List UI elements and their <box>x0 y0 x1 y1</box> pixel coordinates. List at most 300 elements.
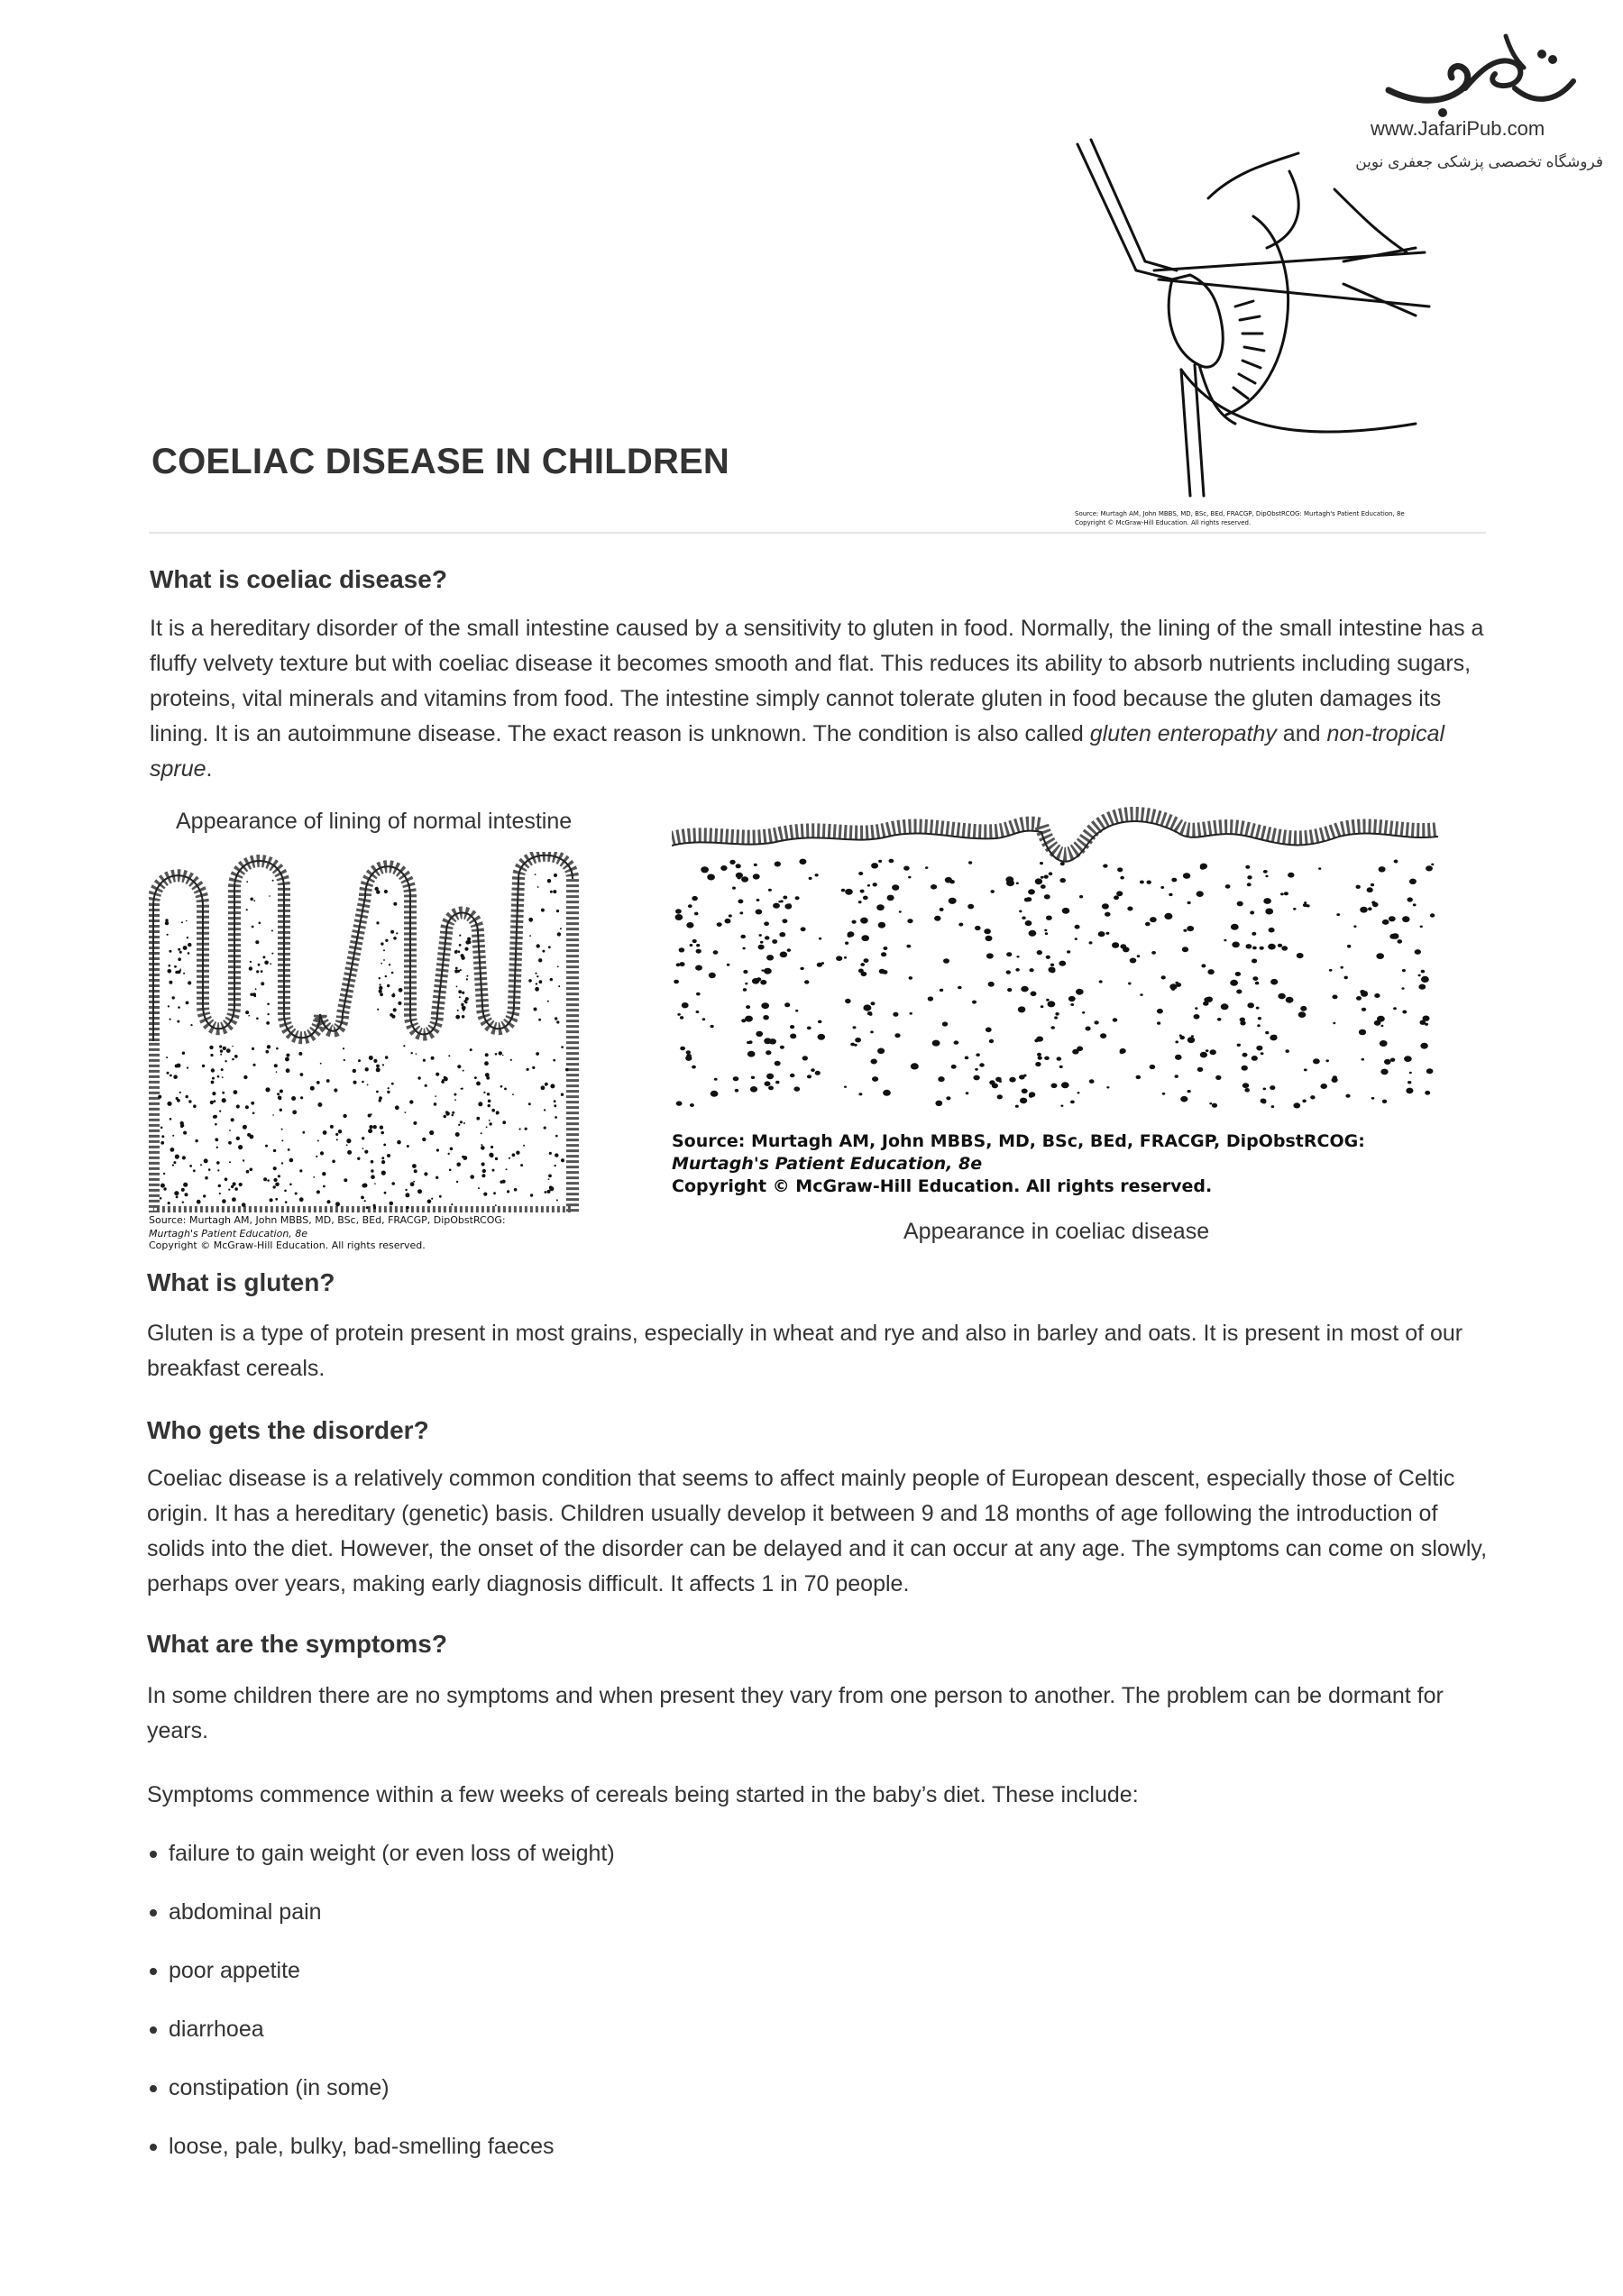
stipple-dot <box>170 1075 172 1077</box>
stipple-dot <box>300 1073 304 1076</box>
stipple-dot <box>243 1159 244 1161</box>
stipple-dot <box>377 1009 379 1011</box>
stipple-dot <box>1268 944 1276 950</box>
stipple-dot <box>434 1102 437 1106</box>
stipple-dot <box>186 1002 189 1005</box>
stipple-dot <box>754 864 757 866</box>
stipple-dot <box>752 978 759 984</box>
stipple-dot <box>893 1012 898 1017</box>
stipple-dot <box>326 1200 330 1203</box>
stipple-dot <box>414 1169 417 1173</box>
stipple-dot <box>391 1182 395 1185</box>
term-non-tropical-sprue: non-tropical sprue <box>150 721 1445 782</box>
stipple-dot <box>1402 969 1406 972</box>
stipple-dot <box>1263 898 1271 904</box>
stipple-dot <box>452 1114 454 1117</box>
stipple-dot <box>202 1065 205 1067</box>
stipple-dot <box>909 976 912 980</box>
stipple-dot <box>758 945 765 950</box>
stipple-dot <box>442 1079 445 1082</box>
stipple-dot <box>799 859 806 864</box>
stipple-dot <box>729 914 732 917</box>
stipple-dot <box>809 877 812 880</box>
stipple-dot <box>1401 987 1404 990</box>
stipple-dot <box>725 919 731 924</box>
stipple-dot <box>555 1135 558 1138</box>
stipple-dot <box>1015 968 1020 972</box>
stipple-dot <box>1197 891 1204 897</box>
stipple-dot <box>273 1178 277 1182</box>
stipple-dot <box>940 989 943 992</box>
stipple-dot <box>765 1081 771 1086</box>
stipple-dot <box>188 981 191 984</box>
stipple-dot <box>679 947 685 952</box>
stipple-dot <box>458 1124 460 1126</box>
stipple-dot <box>906 945 911 948</box>
stipple-dot <box>1103 864 1107 868</box>
stipple-dot <box>1390 1058 1395 1062</box>
stipple-dot <box>178 957 181 961</box>
stipple-dot <box>178 1006 180 1009</box>
stipple-dot <box>544 1127 546 1130</box>
stipple-dot <box>790 1025 794 1029</box>
stipple-dot <box>860 963 865 966</box>
stipple-dot <box>1015 1105 1019 1108</box>
stipple-dot <box>1050 1026 1055 1029</box>
stipple-dot <box>1021 986 1028 992</box>
stipple-dot <box>353 1069 356 1073</box>
stipple-dot <box>844 956 847 959</box>
stipple-dot <box>530 1194 533 1196</box>
stipple-dot <box>554 874 557 877</box>
stipple-dot <box>1051 1084 1058 1089</box>
stipple-dot <box>173 1075 178 1079</box>
stipple-dot <box>1070 1101 1075 1104</box>
stipple-dot <box>216 1147 218 1148</box>
stipple-dot <box>1224 939 1226 942</box>
stipple-dot <box>380 983 381 985</box>
stipple-dot <box>894 1033 900 1038</box>
stipple-dot <box>548 946 551 948</box>
stipple-dot <box>740 935 746 938</box>
stipple-dot <box>172 996 175 999</box>
stipple-dot <box>310 1086 315 1091</box>
stipple-dot <box>1313 1058 1320 1064</box>
stipple-dot <box>1038 1057 1042 1060</box>
stipple-dot <box>1269 928 1275 933</box>
stipple-dot <box>170 1148 175 1152</box>
stipple-dot <box>210 1101 214 1104</box>
stipple-dot <box>343 1114 346 1118</box>
stipple-dot <box>431 1057 435 1060</box>
stipple-dot <box>1263 1088 1267 1091</box>
stipple-dot <box>165 921 169 925</box>
stipple-dot <box>399 988 403 992</box>
stipple-dot <box>1250 910 1254 914</box>
stipple-dot <box>1049 872 1053 875</box>
stipple-dot <box>362 1081 364 1084</box>
stipple-dot <box>1341 966 1343 969</box>
stipple-dot <box>403 1045 405 1047</box>
stipple-dot <box>1040 862 1043 864</box>
stipple-dot <box>387 1091 390 1093</box>
stipple-dot <box>696 992 701 996</box>
stipple-dot <box>381 1157 384 1159</box>
stipple-dot <box>489 1122 491 1125</box>
stipple-dot <box>273 1185 276 1188</box>
stipple-dot <box>1035 1062 1041 1066</box>
stipple-dot <box>322 1172 326 1175</box>
stipple-dot <box>179 968 181 970</box>
stipple-dot <box>317 1140 319 1142</box>
stipple-dot <box>1371 883 1374 886</box>
coeliac-figure-source-line3: Copyright © McGraw-Hill Education. All rights reserved. <box>672 1176 1213 1196</box>
figure-coeliac-lining <box>672 802 1438 1118</box>
stipple-dot <box>275 1183 280 1187</box>
stipple-dot <box>193 1169 196 1172</box>
stipple-dot <box>979 1063 985 1066</box>
stipple-dot <box>1157 1009 1163 1014</box>
stipple-dot <box>1270 979 1278 985</box>
stipple-dot <box>695 965 702 971</box>
stipple-dot <box>536 1052 539 1056</box>
stipple-dot <box>204 1158 208 1163</box>
stipple-dot <box>1247 1002 1254 1008</box>
stipple-dot <box>379 1096 382 1100</box>
stipple-dot <box>183 1183 188 1187</box>
stipple-dot <box>818 1020 822 1024</box>
stipple-dot <box>1044 1057 1050 1060</box>
stipple-dot <box>462 1015 465 1019</box>
stipple-dot <box>1212 1103 1217 1108</box>
stipple-dot <box>745 983 747 985</box>
stipple-dot <box>323 1185 326 1188</box>
stipple-dot <box>756 1031 763 1037</box>
stipple-dot <box>485 1073 490 1077</box>
stipple-dot <box>1140 881 1144 884</box>
stipple-dot <box>181 921 183 923</box>
stipple-dot <box>365 1067 369 1071</box>
stipple-dot <box>1089 1079 1095 1084</box>
stipple-dot <box>1009 1077 1015 1083</box>
list-item: constipation (in some) <box>147 2071 1409 2129</box>
stipple-dot <box>858 872 863 875</box>
stipple-dot <box>484 1061 489 1066</box>
stipple-dot <box>1421 970 1425 974</box>
stipple-dot <box>242 1203 246 1207</box>
stipple-dot <box>1384 1059 1391 1065</box>
stipple-dot <box>858 901 862 903</box>
stipple-dot <box>1418 974 1421 976</box>
stipple-dot <box>405 1189 407 1191</box>
stipple-dot <box>1175 1055 1182 1060</box>
stipple-dot <box>506 1168 508 1170</box>
stipple-dot <box>482 1169 486 1173</box>
stipple-dot <box>852 920 857 924</box>
stipple-dot <box>499 1051 502 1055</box>
stipple-dot <box>1398 939 1403 944</box>
stipple-dot <box>713 950 719 955</box>
stipple-dot <box>178 970 181 974</box>
stipple-dot <box>274 1064 278 1067</box>
stipple-dot <box>1060 862 1065 865</box>
stipple-dot <box>1255 982 1259 985</box>
stipple-dot <box>463 1000 466 1002</box>
stipple-dot <box>1271 1105 1275 1108</box>
stipple-dot <box>1347 945 1351 948</box>
stipple-dot <box>1367 887 1373 892</box>
stipple-dot <box>504 1088 507 1091</box>
stipple-dot <box>1261 1052 1264 1055</box>
stipple-dot <box>989 1039 994 1043</box>
stipple-dot <box>357 1157 360 1160</box>
stipple-dot <box>760 941 764 944</box>
stipple-dot <box>502 1055 504 1057</box>
stipple-dot <box>276 1047 279 1050</box>
stipple-dot <box>252 1064 255 1066</box>
stipple-dot <box>382 1064 384 1066</box>
stipple-dot <box>1258 1017 1261 1020</box>
stipple-dot <box>1180 1096 1187 1102</box>
stipple-dot <box>1413 903 1417 906</box>
stipple-dot <box>1113 1018 1118 1021</box>
stipple-dot <box>1230 980 1238 986</box>
stipple-dot <box>330 1125 334 1129</box>
stipple-dot <box>768 1086 774 1091</box>
stipple-dot <box>467 938 471 941</box>
stipple-dot <box>344 1059 345 1061</box>
stipple-dot <box>514 1188 518 1192</box>
stipple-dot <box>169 950 171 953</box>
stipple-dot <box>727 964 730 966</box>
stipple-dot <box>1201 964 1206 967</box>
stipple-dot <box>1408 1081 1411 1084</box>
stipple-dot <box>457 1065 461 1068</box>
stipple-dot <box>536 944 540 947</box>
stipple-dot <box>362 1148 364 1149</box>
stipple-dot <box>1182 947 1188 952</box>
stipple-dot <box>1059 1066 1063 1068</box>
stipple-dot <box>1404 1056 1412 1062</box>
stipple-dot <box>190 1024 192 1026</box>
stipple-dot <box>285 1057 289 1062</box>
stipple-dot <box>460 1121 463 1123</box>
stipple-dot <box>1161 975 1166 979</box>
stipple-dot <box>1420 926 1423 928</box>
stipple-dot <box>160 1127 163 1130</box>
stipple-dot <box>818 1034 826 1040</box>
stipple-dot <box>1187 901 1191 904</box>
stipple-dot <box>932 1040 940 1047</box>
stipple-dot <box>422 1138 426 1141</box>
stipple-dot <box>215 1138 218 1141</box>
stipple-dot <box>1394 860 1398 864</box>
stipple-dot <box>529 935 531 937</box>
stipple-dot <box>775 1081 779 1084</box>
stipple-dot <box>366 1206 369 1209</box>
stipple-dot <box>1406 1088 1413 1094</box>
stipple-dot <box>938 1076 944 1082</box>
stipple-dot <box>1076 989 1084 995</box>
stipple-dot <box>448 1055 450 1057</box>
stipple-dot <box>550 1084 555 1088</box>
stipple-dot <box>373 1206 376 1209</box>
stipple-dot <box>1380 1025 1383 1027</box>
stipple-dot <box>1060 1105 1063 1107</box>
stipple-dot <box>1332 1077 1338 1083</box>
stipple-dot <box>454 950 458 954</box>
stipple-dot <box>226 1048 231 1053</box>
stipple-dot <box>815 1071 821 1075</box>
stipple-dot <box>965 1057 969 1060</box>
heading-what-is-coeliac: What is coeliac disease? <box>150 565 447 593</box>
stipple-dot <box>302 1131 305 1134</box>
stipple-dot <box>316 1081 320 1084</box>
stipple-dot <box>462 992 464 994</box>
stipple-dot <box>463 1070 464 1072</box>
stipple-dot <box>456 1163 461 1167</box>
stipple-dot <box>1019 910 1022 913</box>
stipple-dot <box>1240 1020 1245 1025</box>
stipple-dot <box>182 1052 185 1055</box>
stipple-dot <box>766 1050 771 1055</box>
stipple-dot <box>172 1135 174 1137</box>
stipple-dot <box>751 1076 755 1079</box>
stipple-dot <box>1041 884 1046 889</box>
stipple-dot <box>385 939 388 942</box>
stipple-dot <box>364 1200 366 1202</box>
stipple-dot <box>821 962 824 965</box>
stipple-dot <box>680 1016 683 1020</box>
stipple-dot <box>168 1202 170 1204</box>
stipple-dot <box>187 937 188 938</box>
stipple-dot <box>1382 919 1389 925</box>
stipple-dot <box>535 987 539 992</box>
stipple-dot <box>555 1116 557 1119</box>
stipple-dot <box>1221 1003 1229 1010</box>
stipple-dot <box>1057 1057 1062 1060</box>
stipple-dot <box>1431 864 1434 866</box>
stipple-dot <box>383 1144 386 1147</box>
stipple-dot <box>390 1013 393 1017</box>
stipple-dot <box>203 1194 206 1197</box>
stipple-dot <box>273 1149 276 1152</box>
stipple-dot <box>535 973 536 974</box>
stipple-dot <box>1105 932 1109 935</box>
stipple-dot <box>512 1093 514 1095</box>
stipple-dot <box>958 986 962 990</box>
stipple-dot <box>262 956 265 958</box>
stipple-dot <box>478 1102 482 1106</box>
stipple-dot <box>975 926 981 930</box>
stipple-dot <box>460 969 462 971</box>
stipple-dot <box>1086 1027 1091 1031</box>
stipple-dot <box>1023 1075 1027 1077</box>
stipple-dot <box>431 1198 433 1200</box>
stipple-dot <box>222 1076 224 1078</box>
stipple-dot <box>877 1048 885 1055</box>
stipple-dot <box>476 1082 481 1086</box>
stipple-dot <box>1278 944 1282 947</box>
heading-symptoms: What are the symptoms? <box>147 1630 447 1658</box>
stipple-dot <box>376 1067 381 1072</box>
stipple-dot <box>279 1097 281 1100</box>
term-gluten-enteropathy: gluten enteropathy <box>1089 721 1277 746</box>
stipple-dot <box>174 1191 179 1195</box>
stipple-dot <box>550 891 553 893</box>
stipple-dot <box>1145 922 1151 927</box>
stipple-dot <box>292 1110 297 1114</box>
stipple-dot <box>1297 953 1304 958</box>
stipple-dot <box>1244 1088 1250 1093</box>
stipple-dot <box>1100 1033 1106 1038</box>
stipple-dot <box>1022 917 1025 919</box>
stipple-dot <box>889 859 894 864</box>
stipple-dot <box>1307 904 1310 907</box>
stipple-dot <box>1372 902 1379 907</box>
stipple-dot <box>481 1144 482 1146</box>
stipple-dot <box>182 1202 184 1203</box>
stipple-dot <box>784 1002 790 1007</box>
stipple-dot <box>1389 916 1396 921</box>
stipple-dot <box>374 1183 376 1185</box>
stipple-dot <box>168 1005 170 1007</box>
stipple-dot <box>395 1105 399 1110</box>
stipple-dot <box>1055 1012 1059 1016</box>
stipple-dot <box>271 930 273 932</box>
stipple-dot <box>554 1100 556 1102</box>
stipple-dot <box>1194 1014 1200 1020</box>
stipple-dot <box>167 1102 171 1106</box>
stipple-dot <box>212 1092 215 1095</box>
stipple-dot <box>1361 991 1368 996</box>
stipple-dot <box>502 1121 506 1124</box>
stipple-dot <box>217 1169 219 1171</box>
stipple-dot <box>764 1038 771 1044</box>
stipple-dot <box>1062 908 1070 914</box>
stipple-dot <box>175 1065 179 1068</box>
list-item: poor appetite <box>147 1953 1409 2012</box>
stipple-dot <box>690 944 693 947</box>
stipple-dot <box>189 1165 192 1167</box>
stipple-dot <box>1050 964 1054 966</box>
stipple-dot <box>1374 1020 1381 1026</box>
stipple-dot <box>455 1015 460 1020</box>
stipple-dot <box>873 883 877 886</box>
stipple-dot <box>766 955 774 960</box>
stipple-dot <box>1371 1097 1375 1100</box>
stipple-dot <box>278 1175 280 1177</box>
stipple-dot <box>741 876 748 882</box>
conjunction-and: and <box>1276 721 1327 746</box>
stipple-dot <box>232 1058 234 1061</box>
stipple-dot <box>265 1145 268 1148</box>
stipple-dot <box>742 947 745 950</box>
stipple-dot <box>510 1059 512 1061</box>
stipple-dot <box>228 1189 230 1191</box>
stipple-dot <box>701 866 709 873</box>
stipple-dot <box>183 973 185 974</box>
stipple-dot <box>1187 926 1194 931</box>
stipple-dot <box>934 916 940 921</box>
stipple-dot <box>412 1164 417 1168</box>
stipple-dot <box>1242 1083 1249 1088</box>
stipple-dot <box>1420 1043 1427 1049</box>
stipple-dot <box>750 1086 757 1093</box>
figure-normal-villi <box>149 852 591 1226</box>
stipple-dot <box>367 1084 369 1086</box>
stipple-dot <box>745 1016 753 1022</box>
